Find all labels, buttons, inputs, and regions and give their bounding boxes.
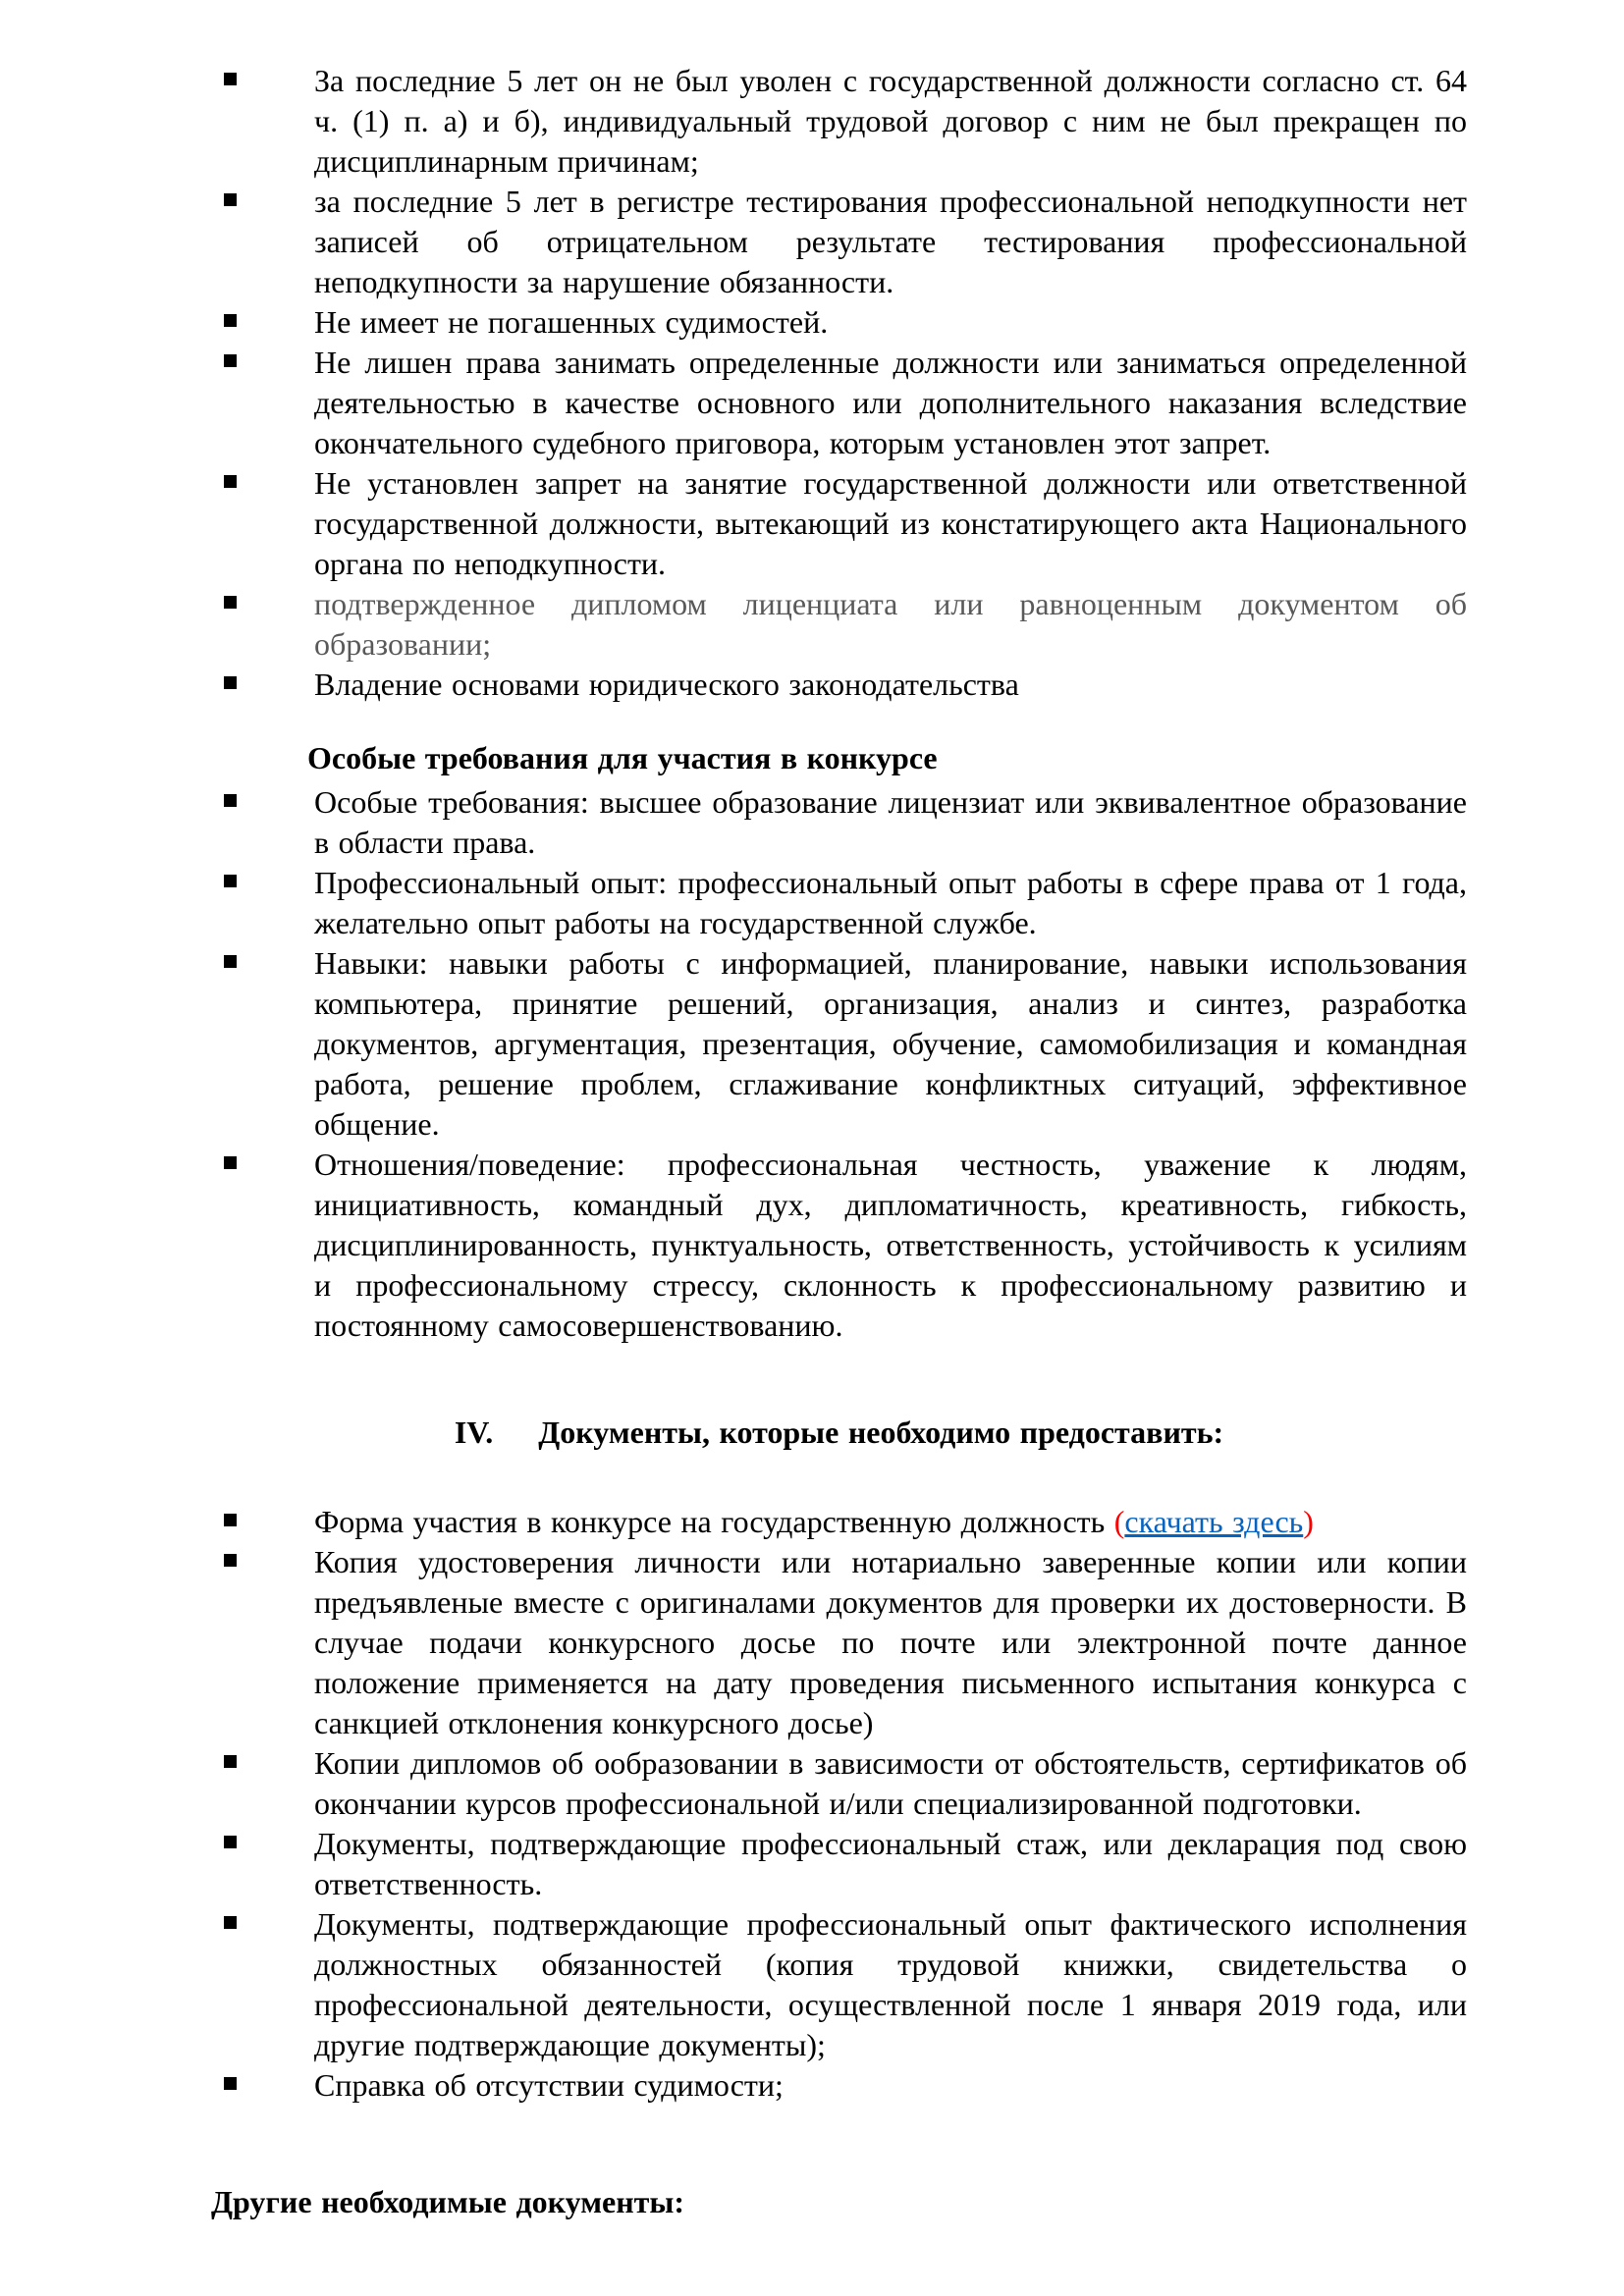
list-item xyxy=(211,943,1467,1145)
bullet-marker xyxy=(211,302,314,343)
bullet-marker xyxy=(211,61,314,182)
square-bullet-icon xyxy=(224,475,237,488)
documents-heading-text: Документы, которые необходимо предоставить: xyxy=(538,1415,1224,1450)
bullet-marker xyxy=(211,1502,314,1542)
square-bullet-icon xyxy=(224,1916,237,1929)
bullet-marker xyxy=(211,1145,314,1346)
list-item xyxy=(211,1502,1467,1542)
bullet-marker xyxy=(211,343,314,463)
list-item-text: За последние 5 лет он не был уволен с государственной должности согласно ст. 64 ч. (1) п. а) и б), индивидуальный трудовой договор с ним не был прекращен по дисциплинарным причинам; xyxy=(314,63,1467,179)
bullet-marker xyxy=(211,863,314,943)
square-bullet-icon xyxy=(224,1755,237,1768)
list-item-text xyxy=(314,1502,1467,1542)
list-item xyxy=(211,1145,1467,1346)
bullet-marker xyxy=(211,665,314,705)
documents-section-heading xyxy=(211,1413,1467,1453)
special-requirements-list xyxy=(211,782,1467,1346)
square-bullet-icon xyxy=(224,314,237,327)
list-item-text: Особые требования: высшее образование лицензиат или эквивалентное образование в области права. xyxy=(314,784,1467,860)
section-numeral: IV. xyxy=(454,1415,494,1450)
paren-close: ) xyxy=(1303,1504,1314,1539)
paren-open: ( xyxy=(1113,1504,1125,1539)
square-bullet-icon xyxy=(224,1836,237,1848)
square-bullet-icon xyxy=(224,596,237,609)
bullet-marker xyxy=(211,1542,314,1743)
list-item xyxy=(211,1542,1467,1743)
square-bullet-icon xyxy=(224,955,237,968)
documents-list xyxy=(211,1502,1467,2106)
square-bullet-icon xyxy=(224,1514,237,1526)
list-item xyxy=(211,2065,1467,2106)
square-bullet-icon xyxy=(224,676,237,689)
square-bullet-icon xyxy=(224,73,237,85)
square-bullet-icon xyxy=(224,354,237,367)
square-bullet-icon xyxy=(224,2077,237,2090)
list-item-text: Не имеет не погашенных судимостей. xyxy=(314,304,829,340)
bullet-marker xyxy=(211,2065,314,2106)
list-item xyxy=(211,1824,1467,1904)
list-item-text: Не лишен права занимать определенные должности или заниматься определенной деятельностью в качестве основного или дополнительного наказания вследствие окончательного судебного приговора, которым установлен этот запрет. xyxy=(314,345,1467,460)
list-item-text: Профессиональный опыт: профессиональный опыт работы в сфере права от 1 года, желательно опыт работы на государственной службе. xyxy=(314,865,1467,940)
general-requirements-list xyxy=(211,61,1467,705)
list-item-text: Копия удостоверения личности или нотариально заверенные копии или копии предъявленые вместе с оригиналами документов для проверки их достоверности. В случае подачи конкурсного досье по почте или электронной почте данное положение применяется на дату проведения письменного испытания конкурса с санкцией отклонения конкурсного досье) xyxy=(314,1544,1467,1740)
list-item-text-muted: подтвержденное дипломом лиценциата или равноценным документом об образовании; xyxy=(314,586,1467,662)
special-requirements-heading: Особые требования для участия в конкурсе xyxy=(307,740,938,775)
bullet-marker xyxy=(211,1743,314,1824)
list-item xyxy=(211,463,1467,584)
list-item-text: Документы, подтверждающие профессиональный стаж, или декларация под свою ответственность. xyxy=(314,1826,1467,1901)
list-item xyxy=(211,1904,1467,2065)
square-bullet-icon xyxy=(224,875,237,887)
bullet-marker xyxy=(211,182,314,302)
bullet-marker xyxy=(211,782,314,863)
list-item xyxy=(211,863,1467,943)
list-item-text: за последние 5 лет в регистре тестирования профессиональной неподкупности нет записей об отрицательном результате тестирования профессиональной неподкупности за нарушение обязанности. xyxy=(314,184,1467,299)
list-item-text: Отношения/поведение: профессиональная честность, уважение к людям, инициативность, командный дух, дипломатичность, креативность, гибкость, дисциплинированность, пунктуальность, ответственность, устойчивость к усилиям и профессиональному стрессу, склонность к профессиональному развитию и постоянному самосовершенствованию. xyxy=(314,1147,1467,1343)
form-item-prefix: Форма участия в конкурсе на государственную должность xyxy=(314,1504,1114,1539)
bullet-marker xyxy=(211,1824,314,1904)
list-item xyxy=(211,343,1467,463)
other-documents-heading: Другие необходимые документы: xyxy=(211,2184,684,2219)
list-item xyxy=(211,665,1467,705)
list-item xyxy=(211,584,1467,665)
list-item-text: Копии дипломов об ообразовании в зависимости от обстоятельств, сертификатов об окончании курсов профессиональной и/или специализированной подготовки. xyxy=(314,1745,1467,1821)
square-bullet-icon xyxy=(224,794,237,807)
list-item-text: Документы, подтверждающие профессиональный опыт фактического исполнения должностных обязанностей (копия трудовой книжки, свидетельства о профессиональной деятельности, осуществленной после 1 января 2019 года, или другие подтверждающие документы); xyxy=(314,1906,1467,2062)
bullet-marker xyxy=(211,463,314,584)
list-item xyxy=(211,1743,1467,1824)
square-bullet-icon xyxy=(224,1156,237,1169)
list-item xyxy=(211,782,1467,863)
square-bullet-icon xyxy=(224,193,237,206)
list-item-text: Справка об отсутствии судимости; xyxy=(314,2067,784,2103)
bullet-marker xyxy=(211,1904,314,2065)
list-item-text: Не установлен запрет на занятие государственной должности или ответственной государственной должности, вытекающий из констатирующего акта Национального органа по неподкупности. xyxy=(314,465,1467,581)
square-bullet-icon xyxy=(224,1554,237,1567)
list-item xyxy=(211,61,1467,182)
list-item-text: Владение основами юридического законодательства xyxy=(314,667,1019,702)
list-item xyxy=(211,182,1467,302)
bullet-marker xyxy=(211,943,314,1145)
list-item-text: Навыки: навыки работы с информацией, планирование, навыки использования компьютера, принятие решений, организация, анализ и синтез, разработка документов, аргументация, презентация, обучение, самомобилизация и командная работа, решение проблем, сглаживание конфликтных ситуаций, эффективное общение. xyxy=(314,945,1467,1142)
bullet-marker xyxy=(211,584,314,665)
list-item xyxy=(211,302,1467,343)
download-link[interactable]: скачать здесь xyxy=(1124,1504,1304,1539)
